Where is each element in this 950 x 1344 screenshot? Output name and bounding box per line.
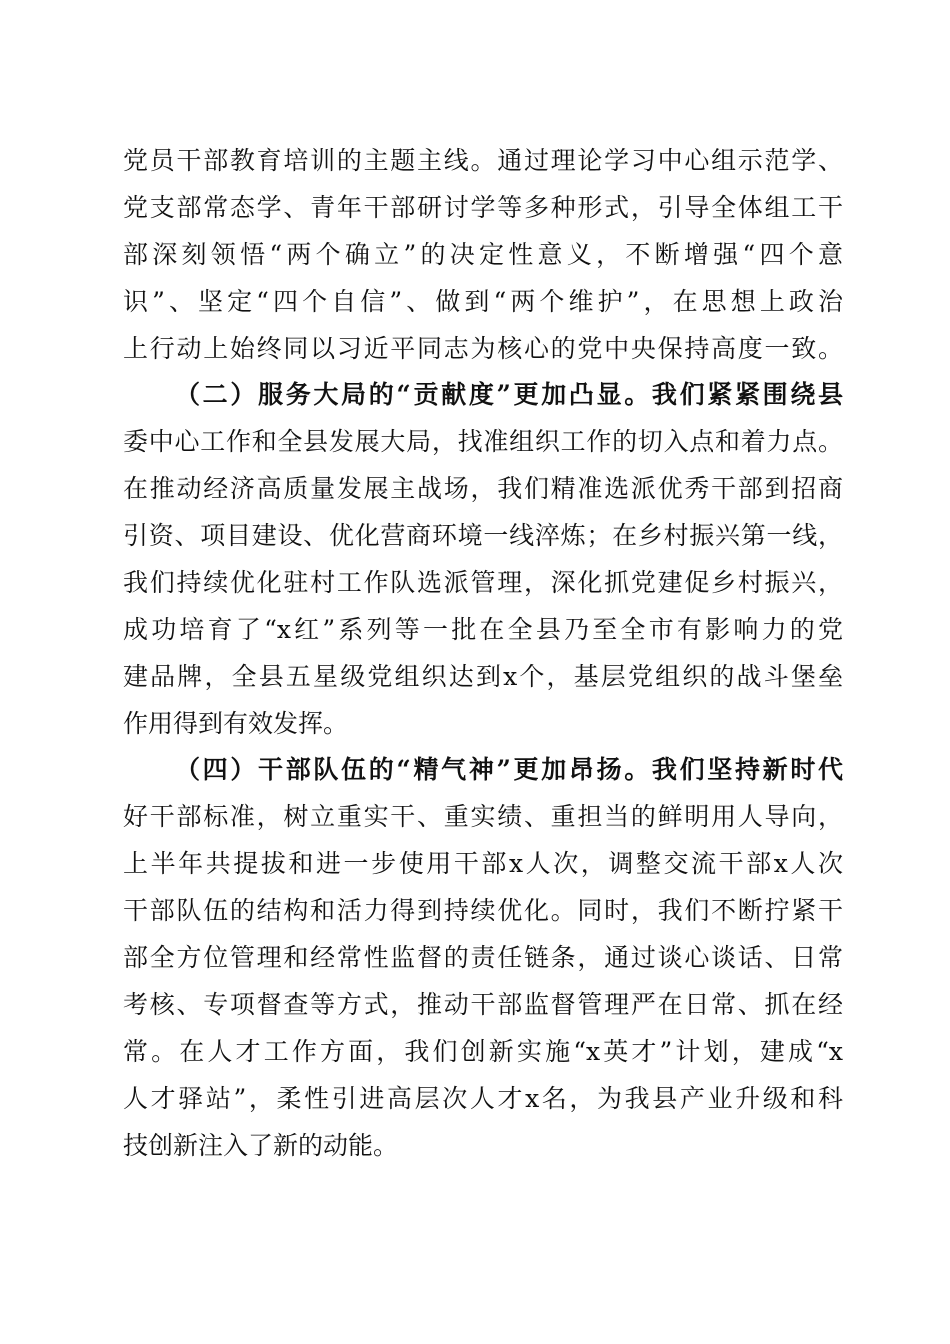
text-line: 考核、专项督查等方式，推动干部监督管理严在日常、抓在经 (123, 990, 843, 1019)
text-line: 部深刻领悟“两个确立”的决定性意义，不断增强“四个意 (123, 240, 843, 269)
text-line: 常。在人才工作方面，我们创新实施“x英才”计划，建成“x (123, 1037, 843, 1066)
text-line: 上行动上始终同以习近平同志为核心的党中央保持高度一致。 (123, 334, 843, 363)
text-line: 上半年共提拔和进一步使用干部x人次，调整交流干部x人次 (123, 849, 843, 878)
text-line: 委中心工作和全县发展大局，找准组织工作的切入点和着力点。 (123, 427, 843, 456)
text-line: 引资、项目建设、优化营商环境一线淬炼；在乡村振兴第一线， (123, 521, 843, 550)
text-line: 作用得到有效发挥。 (123, 709, 349, 738)
text-line: 好干部标准，树立重实干、重实绩、重担当的鲜明用人导向， (123, 802, 843, 831)
text-line: 我们持续优化驻村工作队选派管理，深化抓党建促乡村振兴， (123, 568, 843, 597)
text-line: 技创新注入了新的动能。 (123, 1131, 399, 1160)
text-line: 在推动经济高质量发展主战场，我们精准选派优秀干部到招商 (123, 474, 843, 503)
text-line: 部全方位管理和经常性监督的责任链条，通过谈心谈话、日常 (123, 943, 843, 972)
section-heading-four: （四）干部队伍的“精气神”更加昂扬。我们坚持新时代 (175, 755, 843, 784)
text-line: 建品牌，全县五星级党组织达到x个，基层党组织的战斗堡垒 (123, 662, 843, 691)
text-line: 人才驿站”，柔性引进高层次人才x名，为我县产业升级和科 (123, 1084, 843, 1113)
text-line: 党支部常态学、青年干部研讨学等多种形式，引导全体组工干 (123, 193, 843, 222)
text-line: 成功培育了“x红”系列等一批在全县乃至全市有影响力的党 (123, 615, 843, 644)
text-line: 党员干部教育培训的主题主线。通过理论学习中心组示范学、 (123, 146, 843, 175)
text-line: 干部队伍的结构和活力得到持续优化。同时，我们不断拧紧干 (123, 896, 843, 925)
section-heading-two: （二）服务大局的“贡献度”更加凸显。我们紧紧围绕县 (175, 380, 843, 409)
text-line: 识”、坚定“四个自信”、做到“两个维护”，在思想上政治 (123, 287, 843, 316)
